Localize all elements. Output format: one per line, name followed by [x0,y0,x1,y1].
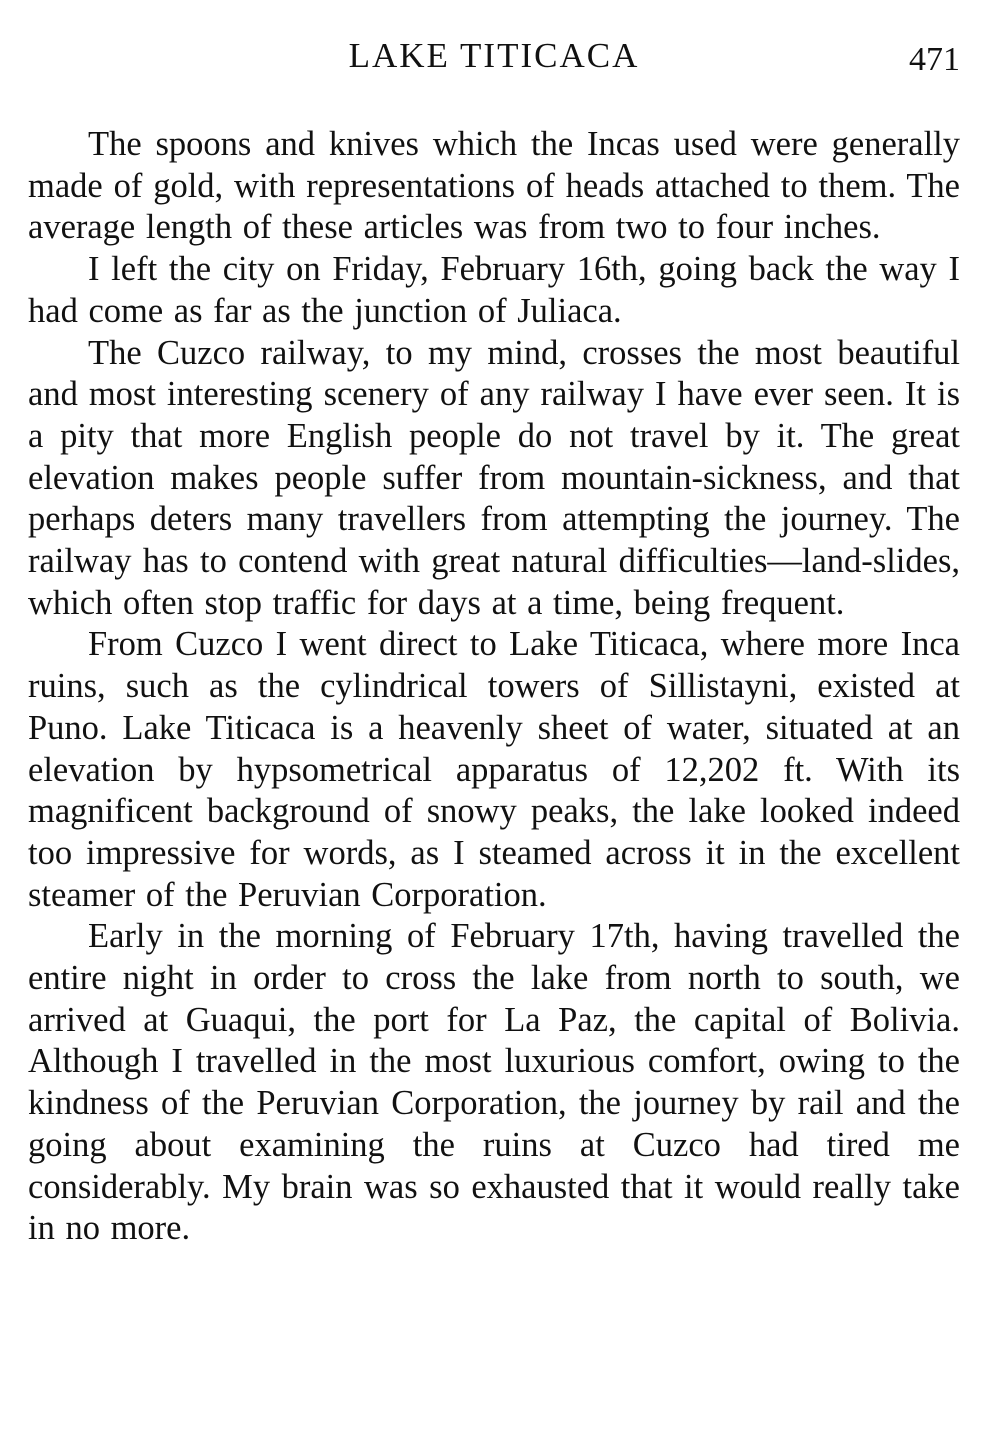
paragraph-guaqui: Early in the morning of February 17th, having travelled the entire night in order to cross the lake from north to south, we arrived at Guaqui, the port for La Paz, the capital of Bolivia. Although I travelled in the most luxurious comfort, owing to the kindness of the Peruvian Corporation, the journey by rail and the going about examining the ruins at Cuzco had tired me considerably. My brain was so exhausted that it would really take in no more. [28,917,960,1248]
paragraph-spoons-knives: The spoons and knives which the Incas used were generally made of gold, with representations of heads attached to them. The average length of these articles was from two to four inches. [28,125,960,247]
body-text [28,124,960,1250]
paragraph-lake-titicaca: From Cuzco I went direct to Lake Titicaca, where more Inca ruins, such as the cylindrical towers of Sillistayni, existed at Puno. Lake Titicaca is a heavenly sheet of water, situated at an elevation by hypsometrical apparatus of 12,202 ft. With its magnificent background of snowy peaks, the lake looked indeed too impressive for words, as I steamed across it in the excellent steamer of the Peruvian Corporation. [28,625,960,914]
book-page [28,30,960,1250]
paragraph-left-city: I left the city on Friday, February 16th, going back the way I had come as far as the junction of Juliaca. [28,250,960,330]
running-head [28,30,960,86]
page-number: 471 [909,41,960,78]
paragraph-cuzco-railway: The Cuzco railway, to my mind, crosses the most beautiful and most interesting scenery of any railway I have ever seen. It is a pity that more English people do not travel by it. The great elevation makes people suffer from mountain-sickness, and that perhaps deters many travellers from attempting the journey. The railway has to contend with great natural difficulties—land-slides, which often stop traffic for days at a time, being frequent. [28,333,960,622]
page-title: LAKE TITICACA [348,36,640,75]
